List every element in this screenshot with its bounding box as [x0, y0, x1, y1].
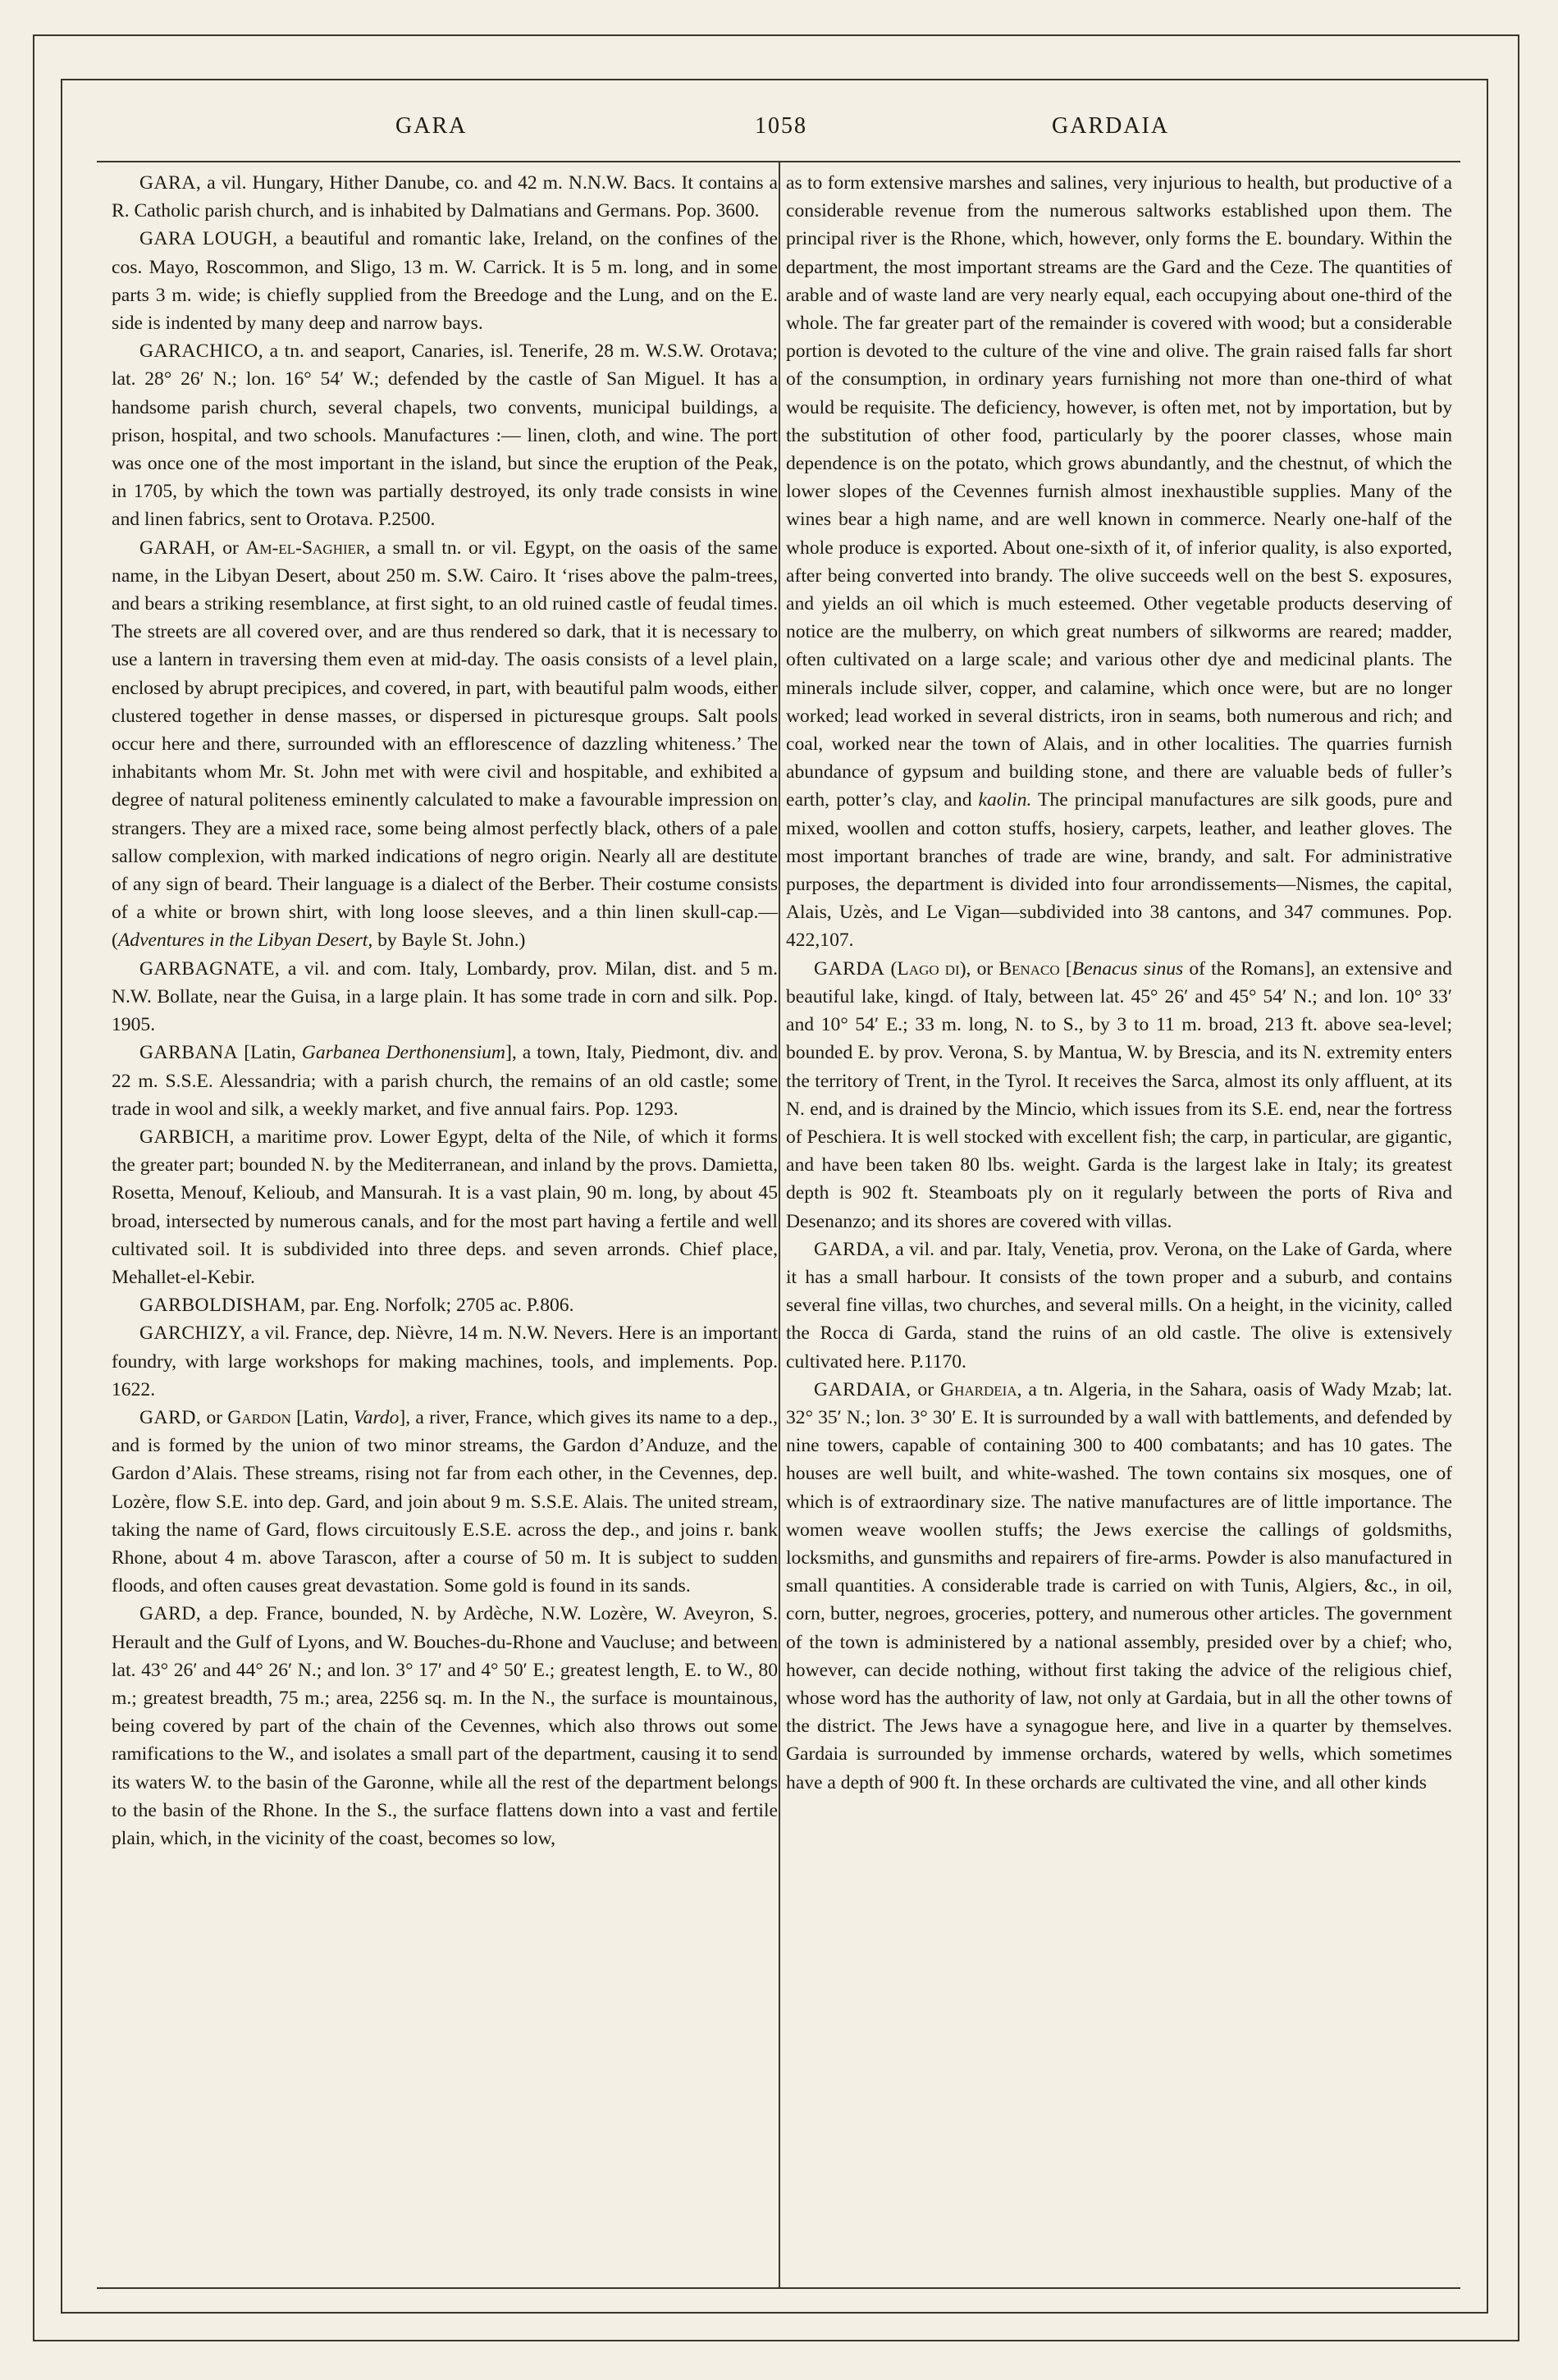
headword: GARDA,	[814, 1238, 890, 1260]
right-column	[786, 169, 1452, 1797]
entry-text-tail: of the Romans], an extensive and beautiful lake, kingd. of Italy, between lat. 45° 26′ and 45° 54′ N.; and lon. 10° 33′ and 10° 54′ E.; 33 m. long, N. to S., by 3 to 11 m. broad, 213 ft. above sea-level; bounded E. by prov. Verona, S. by Mantua, W. by Brescia, and its N. extremity enters the territory of Trent, in the Tyrol. It receives the Sarca, almost its only affluent, at its N. end, and is drained by the Mincio, which issues from its S.E. end, near the fortress of Peschiera. It is well stocked with excellent fish; the carp, in particular, are gigantic, and have been taken 80 lbs. weight. Garda is the largest lake in Italy; its greatest depth is 902 ft. Steamboats ply on it regularly between the ports of Riva and Desenanzo; and its shores are covered with villas.	[786, 957, 1452, 1232]
alternate-name: Gardon	[227, 1406, 291, 1428]
citation: Adventures in the Libyan Desert,	[117, 930, 373, 952]
entry-gard-department-continued	[786, 169, 1452, 955]
header-right-guide-word: GARDAIA	[1052, 113, 1170, 139]
entry-text-tail: The principal manufactures are silk goods, pure and mixed, woollen and cotton stuffs, hosiery, carpets, leather, and leather gloves. The most important branches of trade are wine, brandy, and salt. For administrative purposes, the department is divided into four arrondissements—Nismes, the capital, Alais, Uzès, and Le Vigan—subdivided into 38 cantons, and 347 communes. Pop. 422,107.	[786, 789, 1452, 952]
entry-gard-department	[112, 1600, 778, 1852]
entry-text: [Latin,	[290, 1406, 354, 1428]
entry-text: ), or	[959, 957, 999, 980]
running-header	[61, 113, 1485, 149]
headword: GARBAGNATE,	[139, 957, 281, 980]
headword: GARD,	[139, 1603, 202, 1625]
entry-garbana	[112, 1039, 778, 1123]
citation: Benacus sinus	[1071, 957, 1184, 980]
headword: GARDA	[814, 957, 885, 980]
connector: or	[911, 1378, 941, 1400]
entry-text: a vil. and par. Italy, Venetia, prov. Verona, on the Lake of Garda, where it has a small harbour. It consists of the town proper and a suburb, and contains several fine villas, two churches, and several mills. On a height, in the vicinity, called the Rocca di Garda, stand the ruins of an old castle. The olive is extensively cultivated here. P.1170.	[786, 1238, 1452, 1373]
entry-text-tail: ], a town, Italy, Piedmont, div. and 22 m. S.S.E. Alessandria; with a parish church, the remains of an old castle; some trade in wool and silk, a weekly market, and five annual fairs. Pop. 1293.	[112, 1042, 778, 1120]
citation: kaolin.	[978, 789, 1032, 811]
entry-garda-lake	[786, 955, 1452, 1236]
citation: Garbanea Derthonensium	[301, 1042, 505, 1064]
entry-text-2: [	[1059, 957, 1072, 980]
entry-garbagnate	[112, 955, 778, 1039]
entry-text-tail: ], a river, France, which gives its name to a dep., and is formed by the union of two minor streams, the Gardon d’Anduze, and the Gardon d’Alais. These streams, rising not far from each other, in the Cevennes, dep. Lozère, flow S.E. into dep. Gard, and join about 9 m. S.S.E. Alais. The united stream, taking the name of Gard, flows circuitously E.S.E. across the dep., and joins r. bank Rhone, about 4 m. above Tarascon, after a course of 50 m. It is subject to sudden floods, and often causes great devastation. Some gold is found in its sands.	[112, 1406, 779, 1597]
headword: GARACHICO,	[139, 340, 264, 363]
entry-garda-village	[786, 1236, 1452, 1376]
entry-garbich	[112, 1123, 778, 1291]
entry-text: a tn. and seaport, Canaries, isl. Tenerife, 28 m. W.S.W. Orotava; lat. 28° 26′ N.; lon. 16° 54′ W.; defended by the castle of San Miguel. It has a handsome parish church, several chapels, two convents, municipal buildings, a prison, hospital, and two schools. Manufactures :— linen, cloth, and wine. The port was once one of the most important in the island, but since the eruption of the Peak, in 1705, by which the town was partially destroyed, its only trade consists in wine and linen fabrics, sent to Orotava. P.2500.	[112, 340, 778, 531]
entry-text: a dep. France, bounded, N. by Ardèche, N.W. Lozère, W. Aveyron, S. Herault and the Gulf of Lyons, and W. Bouches-du-Rhone and Vaucluse; and between lat. 43° 26′ and 44° 26′ N.; and lon. 3° 17′ and 4° 50′ E.; greatest length, E. to W., 80 m.; greatest breadth, 75 m.; area, 2256 sq. m. In the N., the surface is mountainous, being covered by part of the chain of the Cevennes, which also throws out some ramifications to the W., and isolates a small part of the department, causing it to send its waters W. to the basin of the Garonne, while all the rest of the department belongs to the basin of the Rhone. In the S., the surface flattens down into a vast and fertile plain, which, in the vicinity of the coast, becomes so low,	[112, 1603, 778, 1849]
headword: GARBANA	[139, 1042, 239, 1064]
headword: GARCHIZY,	[139, 1322, 246, 1345]
entry-garah	[112, 534, 778, 955]
header-left-guide-word: GARA	[395, 113, 468, 139]
entry-garboldisham	[112, 1291, 778, 1319]
entry-text: a beautiful and romantic lake, Ireland, on the confines of the cos. Mayo, Roscommon, and Sligo, 13 m. W. Carrick. It is 5 m. long, and in some parts 3 m. wide; is chiefly supplied from the Breedoge and the Lung, and on the E. side is indented by many deep and narrow bays.	[112, 228, 779, 335]
alternate-name: Lago di	[897, 957, 960, 980]
connector: (	[884, 957, 898, 980]
entry-text: a vil. Hungary, Hither Danube, co. and 42 m. N.N.W. Bacs. It contains a R. Catholic parish church, and is inhabited by Dalmatians and Germans. Pop. 3600.	[112, 172, 778, 222]
page-number: 1058	[755, 113, 807, 139]
entry-gard-river	[112, 1404, 778, 1600]
alternate-name-2: Benaco	[998, 957, 1060, 980]
entry-text: , a small tn. or vil. Egypt, on the oasis of the same name, in the Libyan Desert, about 250 m. S.W. Cairo. It ‘rises above the palm-trees, and bears a striking resemblance, at first sight, to an old ruined castle of feudal times. The streets are all covered over, and are thus rendered so dark, that it is necessary to use a lantern in traversing them even at mid-day. The oasis consists of a level plain, enclosed by abrupt precipices, and covered, in part, with beautiful palm woods, either clustered together in dense masses, or dispersed in picturesque groups. Salt pools occur here and there, surrounded with an efflorescence of dazzling whiteness.’ The inhabitants whom Mr. St. John met with were civil and hospitable, and exhibited a degree of natural politeness eminently calculated to make a favourable impression on strangers. They are a mixed race, some being almost perfectly black, others of a pale sallow complexion, with marked indications of negro origin. Nearly all are destitute of any sign of beard. Their language is a dialect of the Berber. Their costume consists of a white or brown shirt, with long loose sleeves, and a thin linen skull-cap.— (	[112, 537, 778, 952]
entry-text: a vil. France, dep. Nièvre, 14 m. N.W. Nevers. Here is an important foundry, with large workshops for making machines, tools, and implements. Pop. 1622.	[112, 1322, 778, 1400]
headword: GARD,	[139, 1406, 202, 1428]
left-column	[112, 169, 778, 1852]
entry-gara-lough	[112, 225, 778, 337]
entry-text-tail: by Bayle St. John.)	[372, 930, 526, 952]
entry-text: par. Eng. Norfolk; 2705 ac. P.806.	[305, 1295, 574, 1317]
footer-rule	[97, 2287, 1460, 2289]
entry-text: as to form extensive marshes and salines, very injurious to health, but productive of a considerable revenue from the numerous saltworks established upon them. The principal river is the Rhone, which, however, only forms the E. boundary. Within the department, the most important streams are the Gard and the Ceze. The quantities of arable and of waste land are very nearly equal, each occupying about one-third of the whole. The far greater part of the remainder is covered with wood; but a considerable portion is devoted to the culture of the vine and olive. The grain raised falls far short of the consumption, in ordinary years furnishing not more than one-third of what would be requisite. The deficiency, however, is often met, not by importation, but by the substitution of other food, particularly by the poorer classes, whose main dependence is on the potato, which grows abundantly, and the chestnut, of which the lower slopes of the Cevennes furnish almost inexhaustible supplies. Many of the wines bear a high name, and are well known in commerce. Nearly one-half of the whole produce is exported. About one-sixth of it, of inferior quality, is also exported, after being converted into brandy. The olive succeeds well on the best S. exposures, and yields an oil which is much esteemed. Other vegetable products deserving of notice are the mulberry, on which great numbers of silkworms are reared; madder, often cultivated on a large scale; and various other dye and medicinal plants. The minerals include silver, copper, and calamine, which once were, but are no longer worked; lead worked in several districts, iron in seams, both numerous and rich; and coal, worked near the town of Alais, and in other localities. The quarries furnish abundance of gypsum and building stone, and there are valuable beds of fuller’s earth, potter’s clay, and	[786, 172, 1452, 811]
headword: GARAH,	[139, 537, 216, 559]
headword: GARDAIA,	[814, 1378, 911, 1400]
entry-garchizy	[112, 1319, 778, 1404]
entry-text: a maritime prov. Lower Egypt, delta of the Nile, of which it forms the greater part; bounded N. by the Mediterranean, and inland by the provs. Damietta, Rosetta, Menouf, Kelioub, and Mansurah. It is a vast plain, 90 m. long, by about 45 broad, intersected by numerous canals, and for the most part having a fertile and well cultivated soil. It is subdivided into three deps. and seven arronds. Chief place, Mehallet-el-Kebir.	[112, 1126, 778, 1288]
headword: GARA LOUGH,	[139, 228, 278, 250]
entry-text: a vil. and com. Italy, Lombardy, prov. Milan, dist. and 5 m. N.W. Bollate, near the Guisa, in a large plain. It has some trade in corn and silk. Pop. 1905.	[112, 957, 778, 1036]
column-divider	[779, 162, 780, 2287]
headword: GARBICH,	[139, 1126, 235, 1148]
entry-gara	[112, 169, 778, 225]
alternate-name: Ghardeia	[940, 1378, 1017, 1400]
headword: GARA,	[139, 172, 202, 194]
citation: Vardo	[353, 1406, 400, 1428]
alternate-name: Am-el-Saghier	[245, 537, 366, 559]
connector: or	[201, 1406, 228, 1428]
headword: GARBOLDISHAM,	[139, 1295, 306, 1317]
entry-text: [Latin,	[238, 1042, 302, 1064]
entry-garachico	[112, 337, 778, 533]
entry-text: , a tn. Algeria, in the Sahara, oasis of Wady Mzab; lat. 32° 35′ N.; lon. 3° 30′ E. It is surrounded by a wall with battlements, and defended by nine towers, capable of containing 300 to 400 combatants; and has 10 gates. The houses are well built, and white-washed. The town contains six mosques, one of which is of extraordinary size. The native manufactures are of little importance. The women weave woollen stuffs; the Jews exercise the callings of goldsmiths, locksmiths, and gunsmiths and repairers of fire-arms. Powder is also manufactured in small quantities. A considerable trade is carried on with Tunis, Algiers, &c., in oil, corn, butter, negroes, groceries, pottery, and numerous other articles. The government of the town is administered by a national assembly, presided over by a chief; who, however, can decide nothing, without first taking the advice of the religious chief, whose word has the authority of law, not only at Gardaia, but in all the other towns of the district. The Jews have a synagogue here, and live in a quarter by themselves. Gardaia is surrounded by immense orchards, watered by wells, which sometimes have a depth of 900 ft. In these orchards are cultivated the vine, and all other kinds	[786, 1378, 1452, 1793]
connector: or	[215, 537, 246, 559]
entry-gardaia	[786, 1376, 1452, 1797]
